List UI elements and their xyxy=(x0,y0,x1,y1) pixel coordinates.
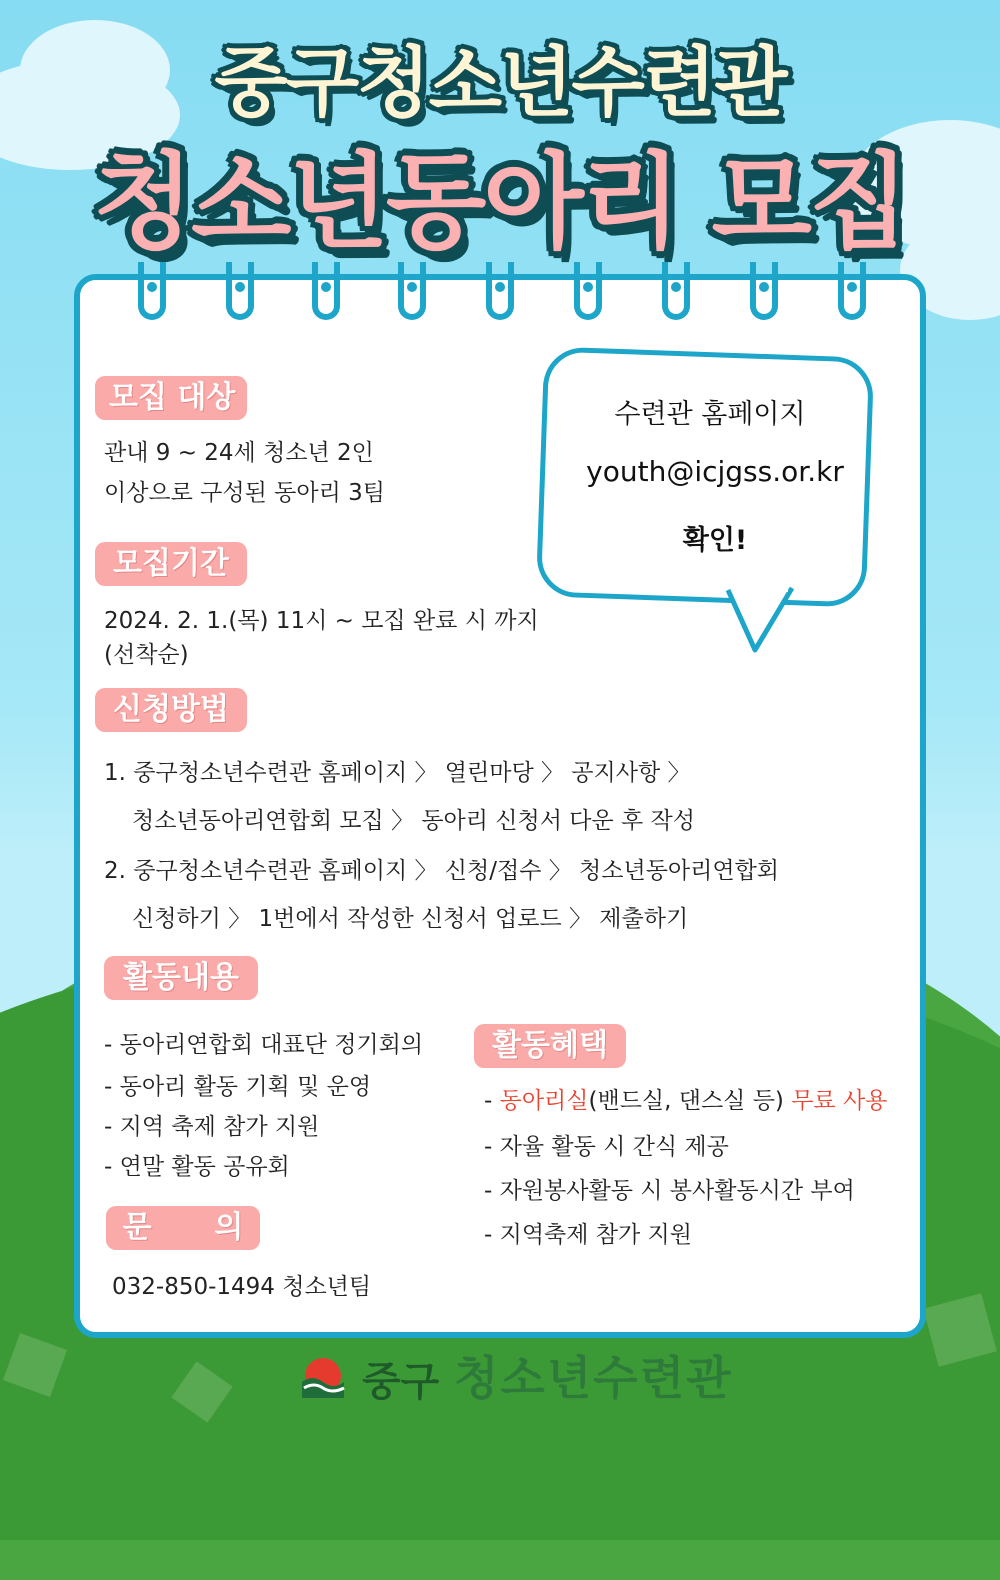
benefit-item-4: - 지역축제 참가 지원 xyxy=(484,1222,692,1248)
ring-icon xyxy=(662,262,690,320)
benefit-item-3: - 자원봉사활동 시 봉사활동시간 부여 xyxy=(484,1178,855,1204)
method-line-2: 청소년동아리연합회 모집 〉 동아리 신청서 다운 후 작성 xyxy=(132,808,695,834)
ring-icon xyxy=(486,262,514,320)
ring-icon xyxy=(574,262,602,320)
ring-icon xyxy=(750,262,778,320)
title-main: 청소년동아리 모집 xyxy=(93,141,907,263)
title-top: 중구청소년수련관 xyxy=(214,38,786,127)
ring-icon xyxy=(838,262,866,320)
ring-icon xyxy=(398,262,426,320)
target-line-2: 이상으로 구성된 동아리 3팀 xyxy=(104,480,385,506)
activity-item-2: - 동아리 활동 기획 및 운영 xyxy=(104,1074,372,1100)
footer-org-name: 청소년수련관 xyxy=(454,1351,733,1405)
method-line-1: 1. 중구청소년수련관 홈페이지 〉 열린마당 〉 공지사항 〉 xyxy=(104,760,691,786)
footer-org-district: 중구 xyxy=(362,1359,440,1405)
benefit-item-1 xyxy=(484,1082,887,1115)
badge-period: 모집기간 xyxy=(95,542,247,586)
ring-icon xyxy=(312,262,340,320)
bubble-line-1: 수련관 홈페이지 xyxy=(614,399,806,430)
bubble-line-3: 확인! xyxy=(682,525,748,556)
badge-benefits: 활동혜택 xyxy=(474,1024,626,1068)
badge-activities: 활동내용 xyxy=(104,956,258,1000)
ring-icon xyxy=(138,262,166,320)
logo-icon xyxy=(298,1354,348,1404)
activity-item-3: - 지역 축제 참가 지원 xyxy=(104,1114,320,1140)
badge-target: 모집 대상 xyxy=(95,376,247,420)
activity-item-1: - 동아리연합회 대표단 정기회의 xyxy=(104,1032,424,1058)
method-line-4: 신청하기 〉 1번에서 작성한 신청서 업로드 〉 제출하기 xyxy=(132,906,689,932)
method-line-3: 2. 중구청소년수련관 홈페이지 〉 신청/접수 〉 청소년동아리연합회 xyxy=(104,858,780,884)
badge-method: 신청방법 xyxy=(95,688,247,732)
badge-contact: 문 의 xyxy=(106,1206,260,1250)
period-line-2: (선착순) xyxy=(104,642,189,668)
benefit-highlight-room: 동아리실 xyxy=(499,1088,589,1114)
activity-item-4: - 연말 활동 공유회 xyxy=(104,1154,290,1180)
period-line-1: 2024. 2. 1.(목) 11시 ~ 모집 완료 시 까지 xyxy=(104,608,539,634)
benefit-highlight-free: 무료 사용 xyxy=(791,1088,888,1114)
bubble-email[interactable]: youth@icjgss.or.kr xyxy=(586,455,844,488)
benefit-item-2: - 자율 활동 시 간식 제공 xyxy=(484,1134,729,1160)
contact-line: 032-850-1494 청소년팀 xyxy=(112,1274,372,1300)
benefit-dash: - xyxy=(484,1088,500,1114)
speech-bubble-tail xyxy=(720,580,810,660)
target-line-1: 관내 9 ~ 24세 청소년 2인 xyxy=(104,440,374,466)
benefit-room-detail: (밴드실, 댄스실 등) xyxy=(588,1088,792,1114)
ring-icon xyxy=(226,262,254,320)
